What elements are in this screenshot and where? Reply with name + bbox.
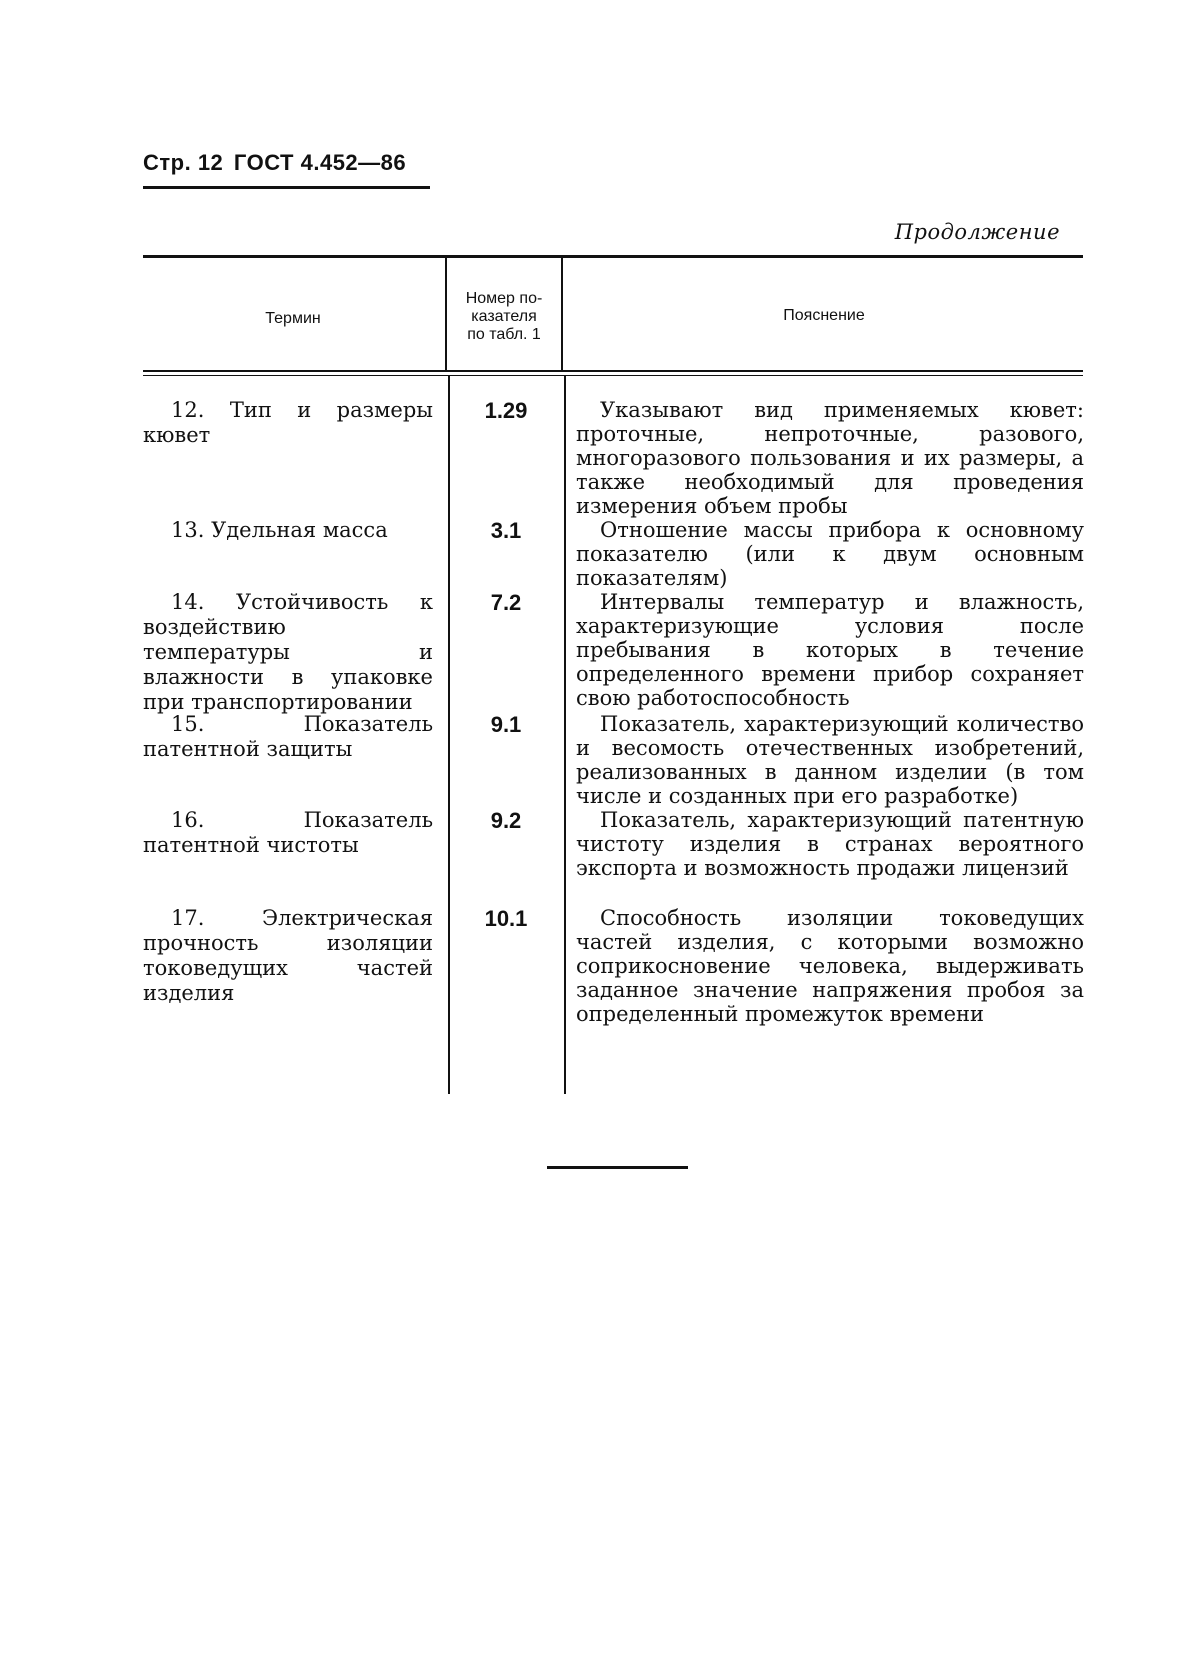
column-header-explanation: Пояснение <box>783 307 865 324</box>
table-row-number: 3.1 <box>490 518 522 543</box>
table-row-explanation: Способность изоляции токоведущих частей изделия, с которыми возможно соприкосновение человека, выдерживать заданное значение напряжения пробоя за определенный промежуток времени <box>576 906 1084 1026</box>
table-row-explanation: Показатель, характеризующий патентную чистоту изделия в странах вероятного экспорта и возможность продажи лицензий <box>576 808 1084 880</box>
header-divider-1 <box>445 258 447 370</box>
table-row-explanation: Показатель, характеризующий количество и весомость отечественных изобретений, реализованных в данном изделии (в том числе и созданных при его разработке) <box>576 712 1084 808</box>
table-row-explanation: Интервалы температур и влажность, характеризующие условия после пребывания в которых в течение определенного времени прибор сохраняет свою работоспособность <box>576 590 1084 710</box>
table-row-explanation: Указывают вид применяемых кювет: проточные, непроточные, разового, многоразового пользования и их размеры, а также необходимый для проведения измерения объем пробы <box>576 398 1084 518</box>
header-divider-2 <box>561 258 563 370</box>
table-row-number: 10.1 <box>484 906 528 931</box>
table-row-explanation: Отношение массы прибора к основному показателю (или к двум основным показателям) <box>576 518 1084 590</box>
column-header-term: Термин <box>265 310 321 327</box>
continuation-label: Продолжение <box>894 220 1060 244</box>
header-rule <box>143 186 430 189</box>
standard-code: ГОСТ 4.452—86 <box>233 150 407 175</box>
page-number: Стр. 12 <box>143 150 224 175</box>
header-bottom-rule <box>143 370 1083 372</box>
page-header <box>143 150 406 176</box>
table-row-number: 9.2 <box>490 808 522 833</box>
table-row-term: 14. Устойчивость к воздействию температуры и влажности в упаковке при транспортировании <box>143 590 433 714</box>
end-of-page-rule <box>547 1166 688 1169</box>
table-row-term: 16. Показатель патентной чистоты <box>143 808 433 857</box>
table-row-number: 1.29 <box>484 398 528 423</box>
table-top-rule <box>143 255 1083 258</box>
table-row-term: 17. Электрическая прочность изоляции токоведущих частей изделия <box>143 906 433 1005</box>
header-bottom-rule-thin <box>143 375 1083 376</box>
table-row-term: 15. Показатель патентной защиты <box>143 712 433 761</box>
table-row-number: 7.2 <box>490 590 522 615</box>
table-row-term: 12. Тип и размеры кювет <box>143 398 433 447</box>
table-row-term: 13. Удельная масса <box>171 518 388 542</box>
column-header-number: Номер по- казателя по табл. 1 <box>465 290 543 343</box>
table-row-number: 9.1 <box>490 712 522 737</box>
body-divider-2 <box>564 376 566 1094</box>
